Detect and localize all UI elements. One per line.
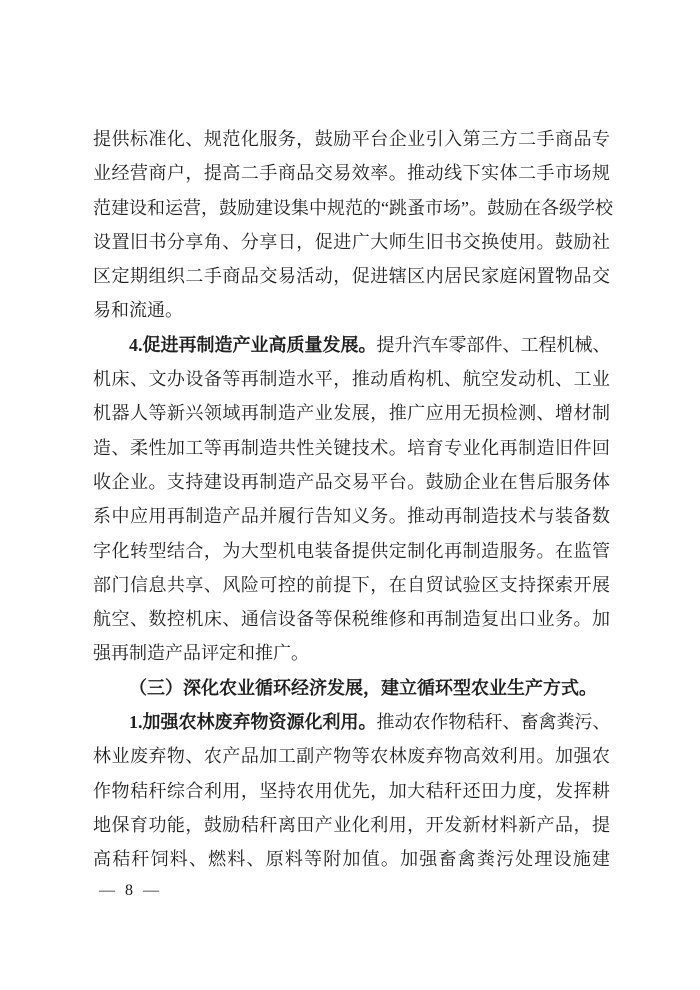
text-line-p2-5 — [93, 465, 610, 499]
page-number: — 8 — — [99, 882, 162, 899]
text-line-p2-10 — [93, 636, 610, 670]
text-line-p4-3 — [93, 774, 610, 808]
text-segment: 提升汽车零部件、工程机械、 — [376, 334, 611, 355]
text-line-p4-4 — [93, 808, 610, 842]
text-line-p2-9 — [93, 602, 610, 636]
text-line-p2-2 — [93, 362, 610, 396]
bold-text-segment: 4.促进再制造产业高质量发展。 — [129, 334, 377, 355]
text-segment: 系中应用再制造产品并履行告知义务。推动再制造技术与装备数 — [93, 506, 611, 527]
text-segment: 字化转型结合，为大型机电装备提供定制化再制造服务。在监管 — [93, 540, 611, 561]
text-line-p1-3 — [93, 191, 613, 225]
text-line-p1-4 — [93, 225, 610, 259]
text-line-p1-5 — [93, 259, 610, 293]
text-segment: 易和流通。 — [93, 300, 183, 321]
text-line-p2-3 — [93, 396, 610, 430]
text-line-p2-8 — [93, 568, 610, 602]
text-line-p1-1 — [93, 122, 610, 156]
text-line-p2-4 — [93, 431, 610, 465]
text-segment: 设置旧书分享角、分享日，促进广大师生旧书交换使用。鼓励社 — [93, 231, 611, 252]
text-line-p2-6 — [93, 499, 610, 533]
text-segment: 区定期组织二手商品交易活动，促进辖区内居民家庭闲置物品交 — [93, 266, 611, 287]
text-line-p1-2 — [93, 156, 610, 190]
text-segment: 收企业。支持建设再制造产品交易平台。鼓励企业在售后服务体 — [93, 471, 611, 492]
text-segment: 提供标准化、规范化服务，鼓励平台企业引入第三方二手商品专 — [93, 129, 611, 149]
text-segment: 机器人等新兴领域再制造产业发展，推广应用无损检测、增材制 — [93, 403, 611, 424]
text-segment: 林业废弃物、农产品加工副产物等农林废弃物高效利用。加强农 — [93, 746, 611, 767]
text-segment: 范建设和运营，鼓励建设集中规范的“跳蚤市场”。鼓励在各级学校 — [93, 197, 613, 218]
text-segment: 部门信息共享、风险可控的前提下，在自贸试验区支持探索开展 — [93, 574, 611, 595]
bold-text-segment: （三）深化农业循环经济发展，建立循环型农业生产方式。 — [129, 677, 597, 698]
text-segment: 强再制造产品评定和推广。 — [93, 643, 309, 664]
text-line-p4-1 — [93, 705, 610, 739]
bold-text-segment: 1.加强农林废弃物资源化利用。 — [129, 712, 377, 733]
text-line-p2-7 — [93, 534, 610, 568]
text-segment: 机床、文办设备等再制造水平，推动盾构机、航空发动机、工业 — [93, 369, 611, 390]
document-body — [93, 122, 613, 877]
text-segment: 造、柔性加工等再制造共性关键技术。培育专业化再制造旧件回 — [93, 437, 611, 458]
text-line-p4-2 — [93, 739, 610, 773]
text-segment: 业经营商户，提高二手商品交易效率。推动线下实体二手市场规 — [93, 163, 611, 184]
text-segment: 作物秸秆综合利用，坚持农用优先，加大秸秆还田力度，发挥耕 — [93, 780, 611, 801]
text-line-p1-6 — [93, 293, 610, 327]
text-segment: 推动农作物秸秆、畜禽粪污、 — [376, 712, 611, 733]
text-line-p4-5 — [93, 842, 610, 876]
text-segment: 航空、数控机床、通信设备等保税维修和再制造复出口业务。加 — [93, 609, 611, 630]
text-line-p2-1 — [93, 328, 610, 362]
section-heading-line — [93, 671, 610, 705]
text-segment: 高秸秆饲料、燃料、原料等附加值。加强畜禽粪污处理设施建 — [93, 849, 612, 870]
text-segment: 地保育功能，鼓励秸秆离田产业化利用，开发新材料新产品，提 — [93, 814, 611, 835]
